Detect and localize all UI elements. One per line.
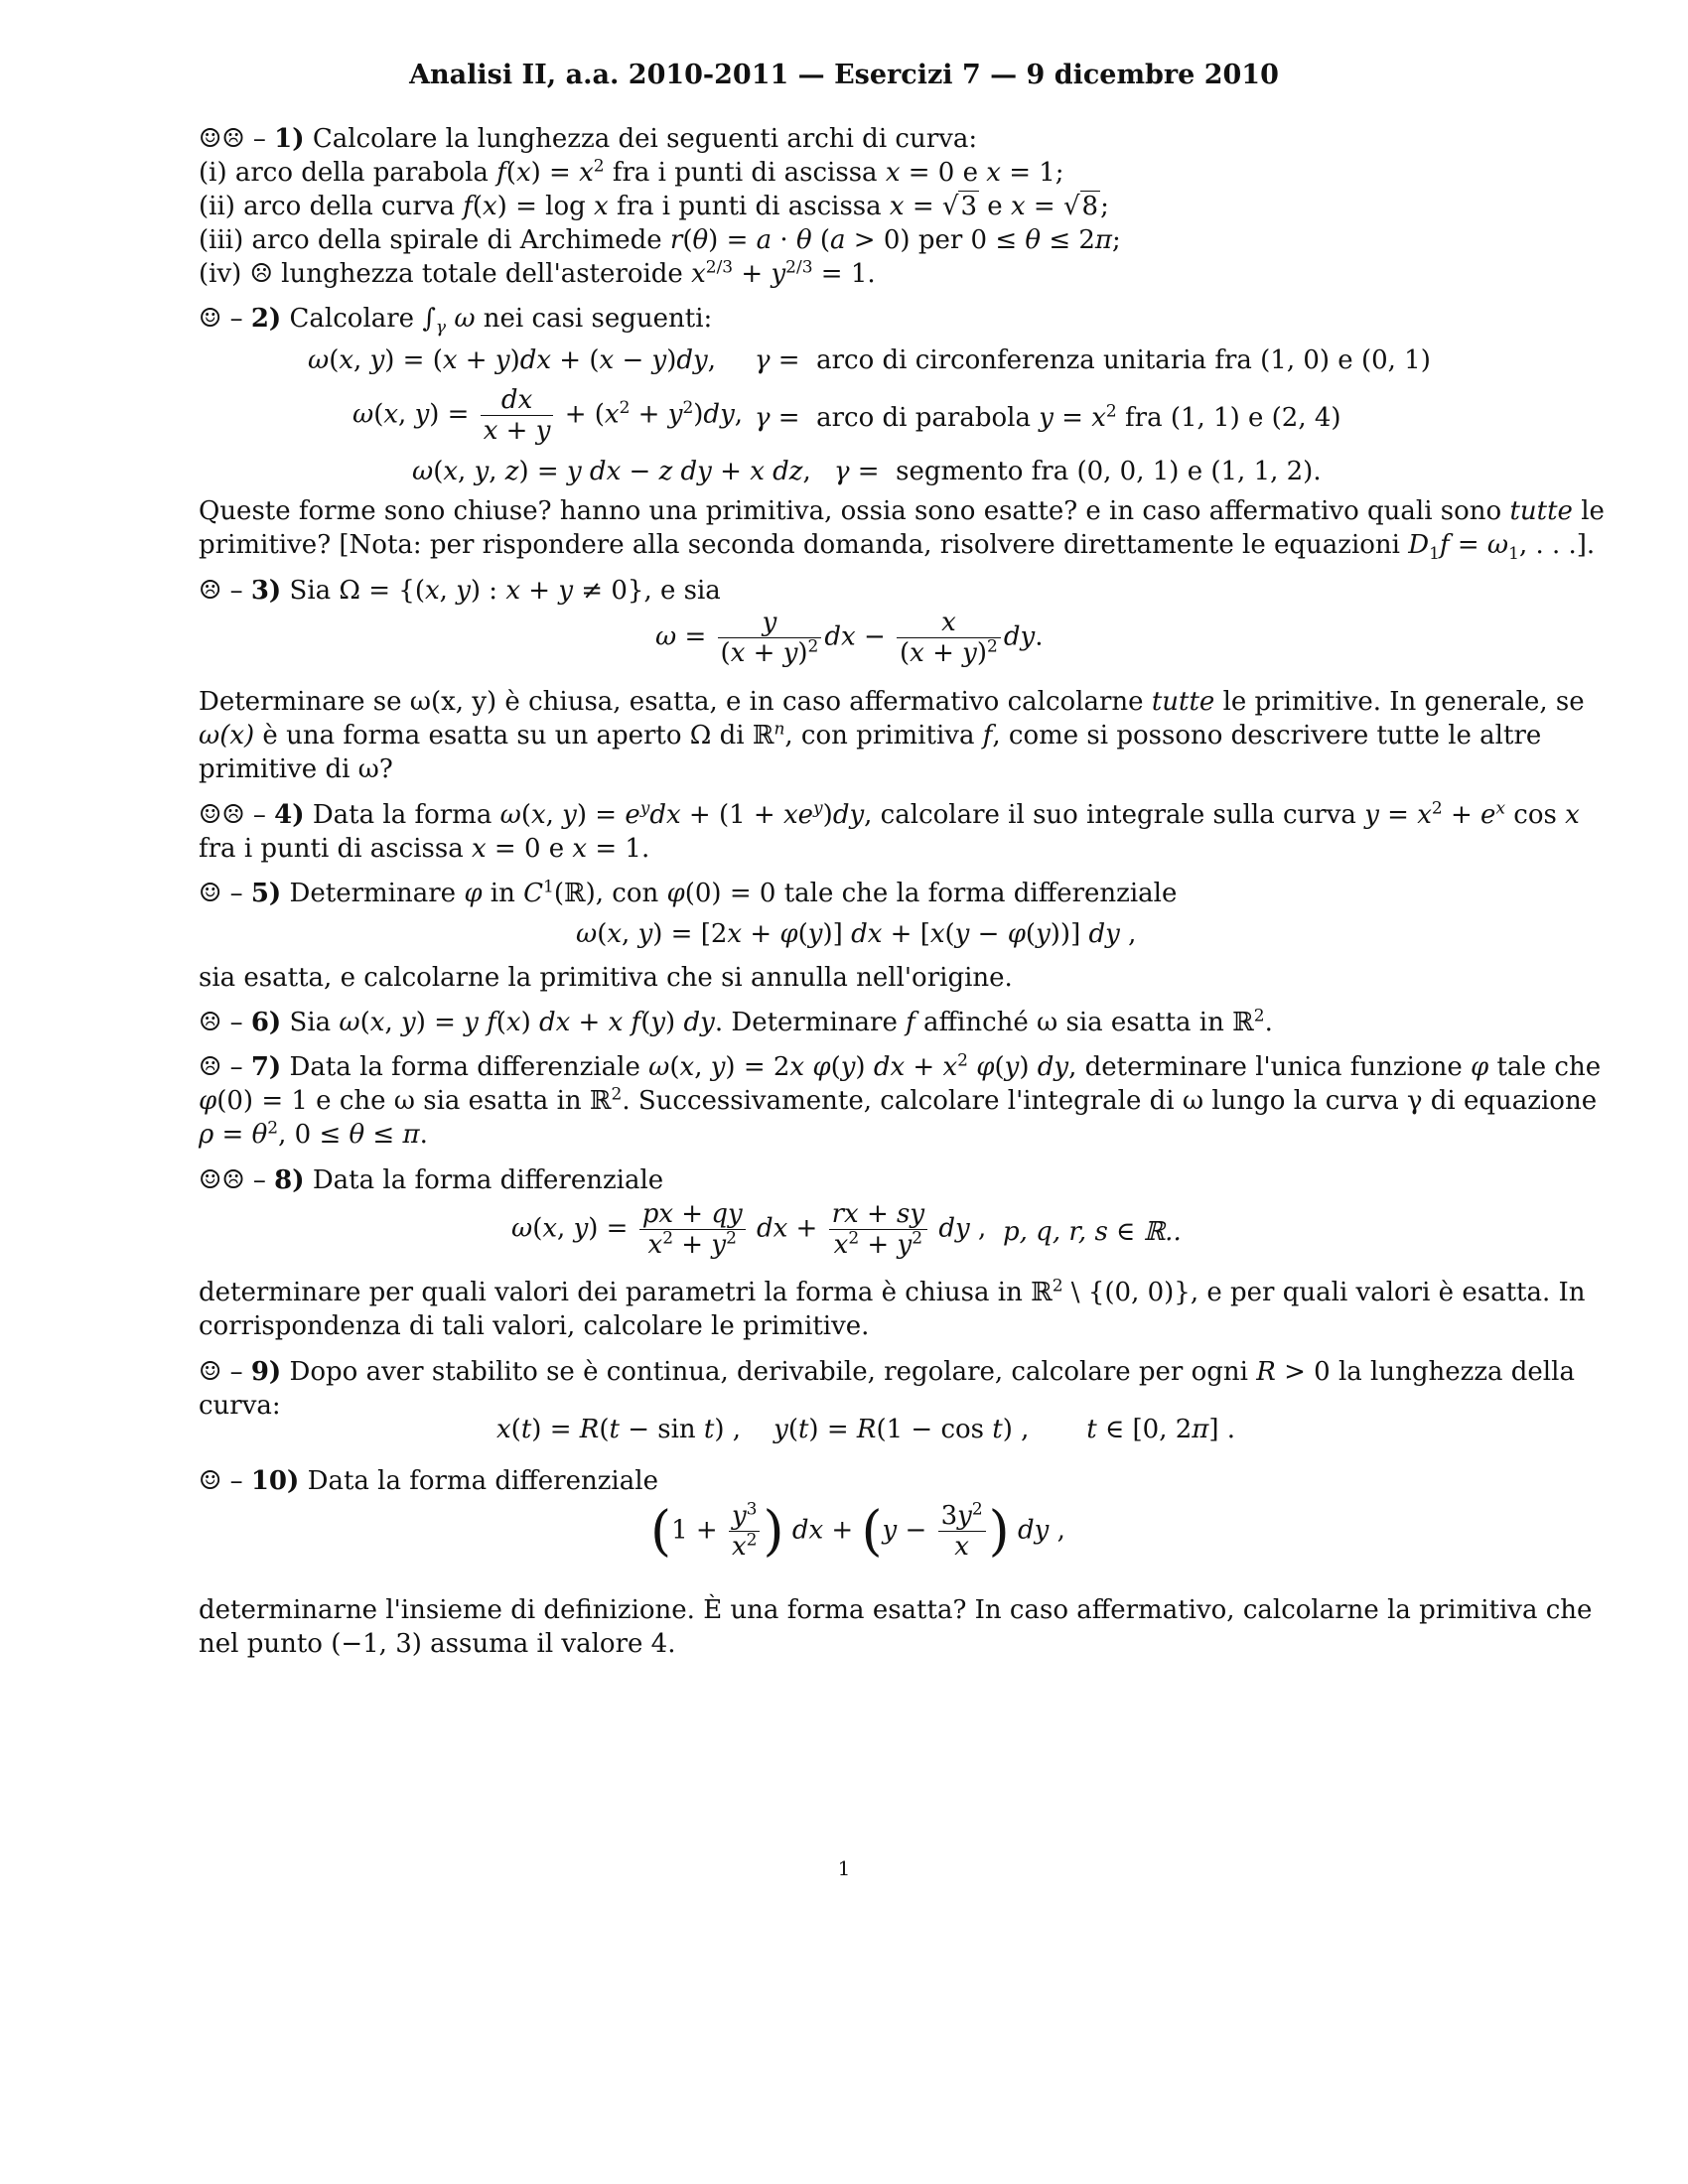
exercise-9-text-1: ☺ – 9) Dopo aver stabilito se è continua, derivabile, regolare, calcolare per ogni R > 0 la lunghezza della: [199, 1357, 1575, 1387]
exercise-2-curve-2: γ = arco di parabola $y = x^2$ fra (1, 1) e (2, 4): [755, 401, 1341, 433]
exercise-9-text-2: curva:: [199, 1391, 281, 1421]
difficulty-easy-icon: ☺: [199, 124, 222, 154]
exercise-2-form-2: ω(x, y) = $\frac{dx}{x + y}$ + $(x^2 + y^2)dy$,: [352, 385, 744, 446]
exercise-6-text: ☹ – 6) Sia ω(x, y) = y f(x) dx + x f(y) dy. Determinare f affinché ω sia esatta in ℝ$^2$.: [199, 1006, 1273, 1037]
exercise-1-number: 1): [274, 124, 305, 154]
exercise-2-curve-1: γ = arco di circonferenza unitaria fra (1, 0) e (0, 1): [755, 345, 1431, 375]
exercise-2-form-1: ω(x, y) = (x + y)dx + (x − y)dy,: [308, 345, 716, 375]
exercise-8-params: p, q, r, s ∈ ℝ..: [1003, 1217, 1182, 1247]
exercise-1-intro: ☺☹ – 1) Calcolare la lunghezza dei seguenti archi di curva:: [199, 124, 978, 154]
exercise-3-text-1: Determinare se ω(x, y) è chiusa, esatta, e in caso affermativo calcolarne tutte le primitive. In generale, se: [199, 687, 1585, 717]
exercise-5-form: ω(x, y) = [2x + φ(y)] dx + [x(y − φ(y))] dy ,: [576, 919, 1137, 949]
page-title: Analisi II, a.a. 2010-2011 — Esercizi 7 — 9 dicembre 2010: [409, 60, 1279, 90]
difficulty-hard-icon: ☹: [199, 576, 222, 606]
exercise-5-text-1: ☺ – 5) Determinare φ in $C^1(ℝ)$, con φ(0) = 0 tale che la forma differenziale: [199, 877, 1178, 908]
exercise-2-question-2: primitive? [Nota: per rispondere alla seconda domanda, risolvere direttamente le equazioni $D_1f = \omega_1$, . . .].: [199, 530, 1596, 565]
exercise-1-item-iii: (iii) arco della spirale di Archimede r(θ) = a · θ (a > 0) per 0 ≤ θ ≤ 2π;: [199, 225, 1121, 255]
exercise-1-item-ii: (ii) arco della curva f(x) = log x fra i punti di ascissa x = √3 e x = √8;: [199, 192, 1109, 221]
exercise-9-curve: x(t) = R(t − sin t) , y(t) = R(1 − cos t) , t ∈ [0, 2π] .: [496, 1415, 1236, 1444]
exercise-10-text-1: determinarne l'insieme di definizione. È una forma esatta? In caso affermativo, calcolarne la primitiva che: [199, 1595, 1593, 1625]
exercise-8-form: ω(x, y) = $\frac{px + qy}{x^2 + y^2}$ dx + $\frac{rx + sy}{x^2 + y^2}$ dy ,: [511, 1199, 987, 1260]
exercise-1-item-iv: (iv) ☹ lunghezza totale dell'asteroide $x^{2/3} + y^{2/3} = 1$.: [199, 257, 876, 289]
exercise-10-text-2: nel punto (−1, 3) assuma il valore 4.: [199, 1629, 676, 1659]
exercise-8-intro: ☺☹ – 8) Data la forma differenziale: [199, 1165, 664, 1195]
exercise-8-text-1: determinare per quali valori dei parametri la forma è chiusa in ℝ$^2$ \ {(0, 0)}, e per quali valori è esatta. In: [199, 1276, 1586, 1307]
exercise-7-text-1: ☹ – 7) Data la forma differenziale ω(x, y) = 2x φ(y) dx + $x^2$ φ(y) dy, determinare l'unica funzione φ tale che: [199, 1050, 1602, 1082]
exercise-3-form: ω = $\frac{y}{(x + y)^2}$ dx − $\frac{x}{(x + y)^2}$ dy.: [655, 608, 1044, 668]
difficulty-hard-icon: ☹: [221, 124, 245, 154]
exercise-7-text-2: φ(0) = 1 e che ω sia esatta in ℝ$^2$. Successivamente, calcolare l'integrale di ω lungo la curva γ di equazione: [199, 1084, 1598, 1116]
exercise-2-intro: ☺ – 2) Calcolare $\int_\gamma$ ω nei casi seguenti:: [199, 304, 713, 339]
exercise-3-text-2: ω(x) è una forma esatta su un aperto Ω di ℝ$^n$, con primitiva f, come si possono descrivere tutte le altre: [199, 719, 1542, 751]
exercise-3-intro: ☹ – 3) Sia Ω = {(x, y) : x + y ≠ 0}, e sia: [199, 576, 721, 606]
exercise-7-text-3: $\rho = \theta^2$, 0 ≤ θ ≤ π.: [199, 1118, 428, 1150]
exercise-1-item-i: (i) arco della parabola $f(x) = x^2$ fra i punti di ascissa x = 0 e x = 1;: [199, 156, 1064, 188]
exercise-2-question-1: Queste forme sono chiuse? hanno una primitiva, ossia sono esatte? e in caso affermativo quali sono tutte le: [199, 496, 1605, 526]
exercise-4-text-1: ☺☹ – 4) Data la forma ω(x, $y) = e^ydx + (1 + xe^y)dy$, calcolare il suo integrale sulla curva $y = x^2 + e^x$ cos x: [199, 798, 1580, 830]
exercise-8-text-2: corrispondenza di tali valori, calcolare le primitive.: [199, 1311, 870, 1341]
exercise-10-intro: ☺ – 10) Data la forma differenziale: [199, 1466, 658, 1496]
difficulty-hard-icon: ☹: [249, 259, 273, 289]
exercise-5-text-2: sia esatta, e calcolarne la primitiva che si annulla nell'origine.: [199, 963, 1013, 993]
exercise-3-text-3: primitive di ω?: [199, 754, 393, 784]
exercise-2-curve-3: γ = segmento fra (0, 0, 1) e (1, 1, 2).: [834, 457, 1322, 486]
exercise-4-text-2: fra i punti di ascissa x = 0 e x = 1.: [199, 834, 650, 864]
exercise-10-form: (1 + $\frac{y^3}{x^2}$ ) dx + (y − $\frac{3y^2}{x}$ ) dy ,: [650, 1499, 1065, 1563]
exercise-1-text: Calcolare la lunghezza dei seguenti archi di curva:: [312, 124, 978, 154]
page-number: 1: [837, 1856, 851, 1880]
difficulty-easy-icon: ☺: [199, 304, 222, 334]
exercise-2-form-3: ω(x, y, z) = y dx − z dy + x dz,: [412, 457, 811, 486]
